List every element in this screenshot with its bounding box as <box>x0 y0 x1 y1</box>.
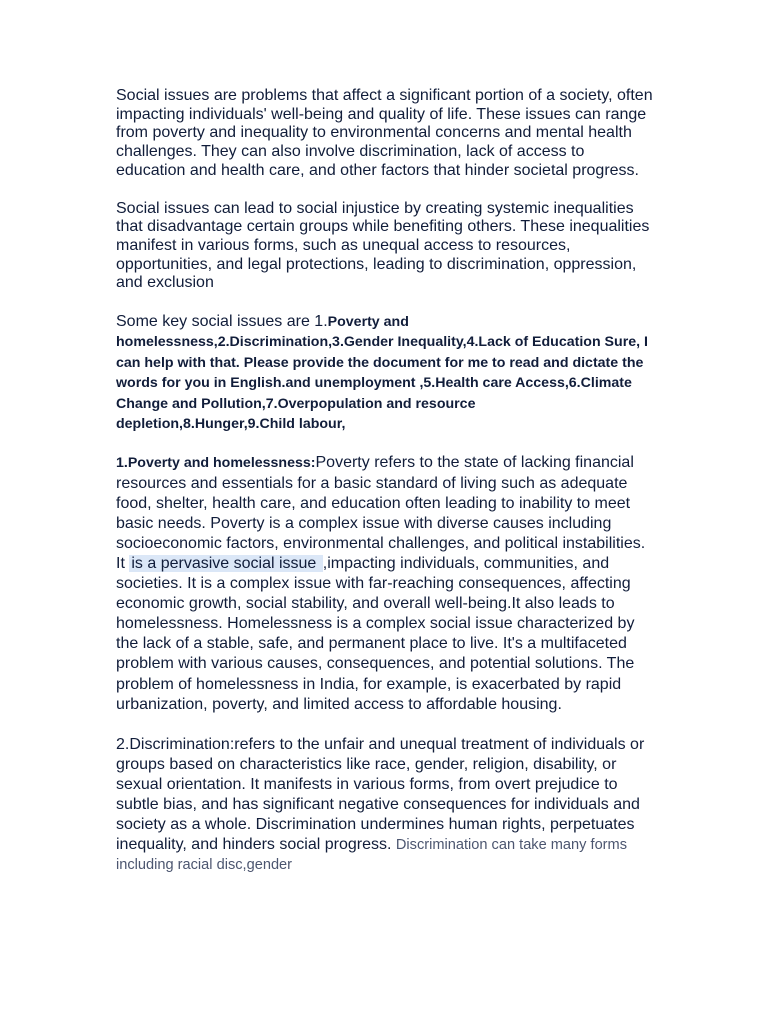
intro-paragraph: Social issues are problems that affect a significant portion of a society, often impacting individuals' well-being and quality of life. These issues can range from poverty and inequality to environmental concerns and mental health challenges. They can also involve discrimination, lack of access to education and health care, and other factors that hinder societal progress. <box>116 87 653 179</box>
discrimination-grey-text: Discrimination can take many forms including racial disc,gender <box>116 837 628 874</box>
highlighted-text: is a pervasive social issue <box>131 554 321 572</box>
key-issues-lead: Some key social issues are 1. <box>116 313 328 331</box>
key-issues-paragraph <box>116 312 656 434</box>
poverty-text-b: ,impacting individuals, communities, and societies. It is a complex issue with far-reaching consequences, affecting economic growth, social stability, and overall well-being.It also leads to homelessness. Homelessness is a complex social issue characterized by the lack of a stable, safe, and permanent place to live. It's a multifaceted problem with various causes, consequences, and potential solutions. The problem of homelessness in India, for example, is exacerbated by rapid urbanization, poverty, and limited access to affordable housing. <box>116 554 635 713</box>
injustice-paragraph: Social issues can lead to social injustice by creating systemic inequalities that disadvantage certain groups while benefiting others. These inequalities manifest in various forms, such as unequal access to resources, opportunities, and legal protections, leading to discrimination, oppression, and exclusion <box>116 199 650 292</box>
discrimination-paragraph <box>116 735 656 876</box>
discrimination-text: 2.Discrimination:refers to the unfair and unequal treatment of individuals or groups based on characteristics like race, gender, religion, disability, or sexual orientation. It manifests in various forms, from overt prejudice to subtle bias, and has significant negative consequences for individuals and society as a whole. Discrimination undermines human rights, perpetuates inequality, and hinders social progress. <box>116 735 645 854</box>
document-body <box>116 87 656 875</box>
poverty-heading: 1.Poverty and homelessness: <box>116 455 316 472</box>
key-issues-list: Poverty and homelessness,2.Discrimination,3.Gender Inequality,4.Lack of Education Sure, I can help with that. Please provide the document for me to read and dictate the words for you in English.and unemployment ,5.Health care Access,6.Climate Change and Pollution,7.Overpopulation and resource depletion,8.Hunger,9.Child labour, <box>116 314 648 433</box>
poverty-text-a: Poverty refers to the state of lacking financial resources and essentials for a basic standard of living such as adequate food, shelter, health care, and education often leading to inability to meet basic needs. Poverty is a complex issue with diverse causes including socioeconomic factors, environmental challenges, and political instabilities. It <box>116 454 646 572</box>
poverty-paragraph <box>116 453 656 714</box>
